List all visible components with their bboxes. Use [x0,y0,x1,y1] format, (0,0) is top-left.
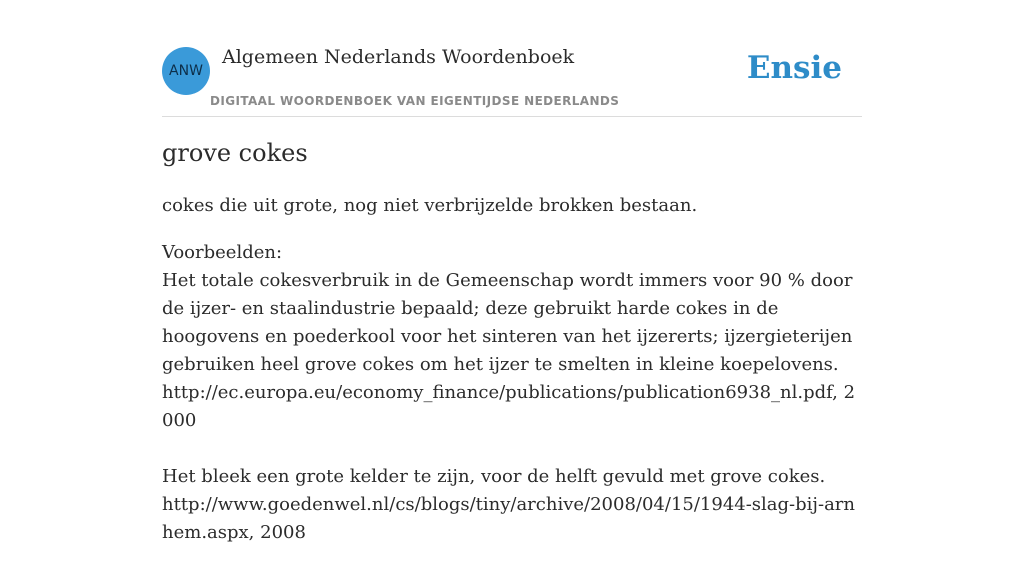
site-subtitle: DIGITAAL WOORDENBOEK VAN EIGENTIJDSE NEDERLANDS [210,94,620,108]
site-title[interactable]: Algemeen Nederlands Woordenboek [222,46,575,68]
example-text: Het totale cokesverbruik in de Gemeenschap wordt immers voor 90 % door de ijzer- en staalindustrie bepaald; deze gebruikt harde cokes in de hoogovens en poederkool voor het sinteren van het ijzererts; ijzergieterijen gebruiken heel grove cokes om het ijzer te smelten in kleine koepelovens. [162,270,853,375]
examples-section [162,239,862,575]
page [162,0,862,543]
ensie-brand-link[interactable]: Ensie [746,50,842,86]
example-source: http://www.goedenwel.nl/cs/blogs/tiny/archive/2008/04/15/1944-slag-bij-arnhem.aspx, 2008 [162,494,856,543]
example-text: Het bleek een grote kelder te zijn, voor de helft gevuld met grove cokes. [162,466,826,487]
example-item [162,463,862,547]
entry-headword: grove cokes [162,139,308,167]
entry-definition: cokes die uit grote, nog niet verbrijzelde brokken bestaan. [162,195,698,216]
site-header [162,0,862,117]
anw-logo[interactable] [162,47,210,95]
example-source: http://ec.europa.eu/economy_finance/publications/publication6938_nl.pdf, 2000 [162,382,856,431]
logo-text: ANW [169,63,203,79]
examples-label: Voorbeelden: [162,242,283,263]
example-item [162,267,862,435]
